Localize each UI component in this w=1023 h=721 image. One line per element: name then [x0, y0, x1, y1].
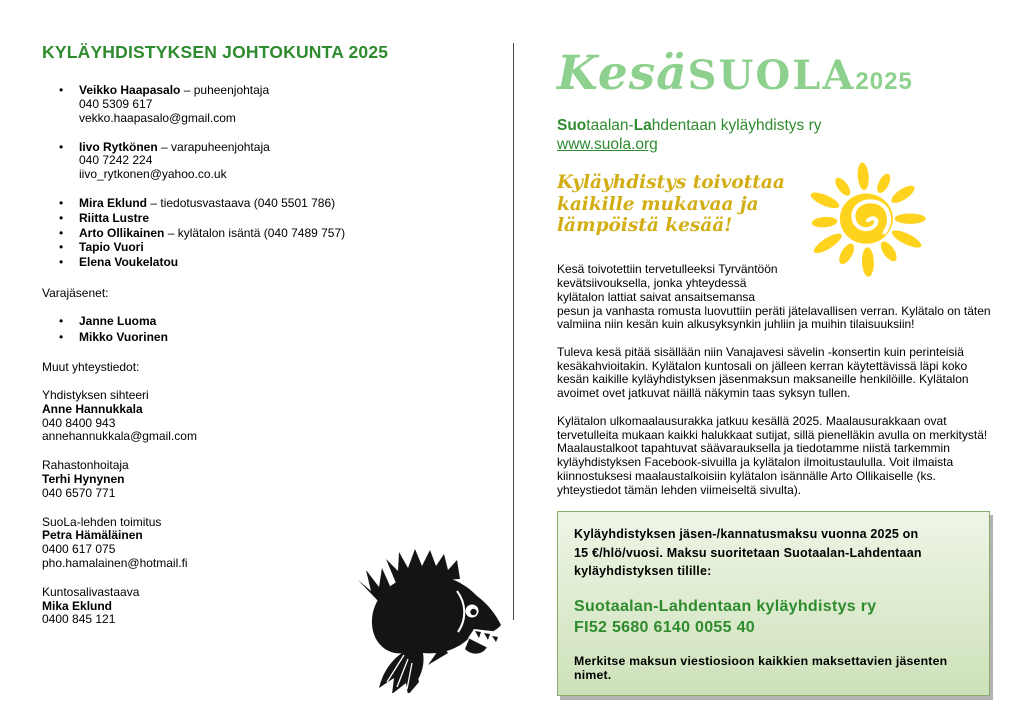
member-name: Iivo Rytkönen: [79, 139, 158, 154]
greeting-section: [557, 172, 995, 332]
website-link[interactable]: www.suola.org: [557, 135, 658, 153]
member-name: Tapio Vuori: [79, 240, 144, 255]
member-role: – kylätalon isäntä (040 7489 757): [164, 225, 346, 240]
payment-intro: Kyläyhdistyksen jäsen-/kannatusmaksu vuonna 2025 on 15 €/hlö/vuosi. Maksu suoritetaan Suotaalan-Lahdentaan kyläyhdistyksen tilille:: [574, 527, 922, 579]
masthead-year: 2025: [855, 68, 913, 95]
payment-info-box: [557, 511, 990, 696]
board-member: [42, 197, 507, 211]
association-name: Suotaalan-Lahdentaan kyläyhdistys ry: [557, 117, 822, 134]
member-name: Riitta Lustre: [79, 210, 150, 225]
deputy-member: • Mikko Vuorinen: [42, 331, 507, 345]
contact-name: Mika Eklund: [42, 598, 113, 613]
masthead: [557, 46, 995, 101]
contact-phone: 0400 845 121: [42, 612, 116, 627]
newsletter-paragraph: Tuleva kesä pitää sisällään niin Vanajavesi sävelin -konsertin kuin perinteisiä kesäkahvioitakin. Kylätalon kuntosali on jälleen kerran käytettävissä läpi koko kesän kaikille kyläyhdistyksen jäsenmaksun maksaneille henkilöille. Kylätalon avoimet ovet jatkuvat näillä näkymin taas syksyn tullen.: [557, 344, 969, 401]
board-member: [42, 256, 507, 270]
deputy-list: [42, 315, 507, 346]
member-role: – tiedotusvastaava (040 5501 786): [147, 195, 336, 210]
member-name: Elena Voukelatou: [79, 255, 179, 270]
masthead-script: Kesä: [557, 46, 688, 101]
member-email: iivo_rytkonen@yahoo.co.uk: [79, 167, 227, 182]
payment-account: [574, 596, 973, 638]
board-member: [42, 212, 507, 226]
member-name: Mira Eklund: [79, 195, 148, 210]
contact-email: annehannukkala@gmail.com: [42, 429, 197, 444]
payment-account-name: Suotaalan-Lahdentaan kyläyhdistys ry: [574, 597, 877, 615]
deputy-member: • Janne Luoma: [42, 315, 507, 329]
board-list: [42, 84, 507, 270]
board-member: [42, 141, 507, 182]
board-title: KYLÄYHDISTYKSEN JOHTOKUNTA 2025: [42, 42, 389, 62]
member-phone: 040 7242 224: [79, 153, 153, 168]
other-contacts-label: Muut yhteystiedot:: [42, 360, 140, 375]
contact-title: Yhdistyksen sihteeri: [42, 388, 149, 403]
contact-phone: 040 8400 943: [42, 415, 116, 430]
contact-title: Kuntosalivastaava: [42, 584, 140, 599]
contact-group: [42, 459, 507, 500]
contact-name: Petra Hämäläinen: [42, 528, 143, 543]
member-role: – varapuheenjohtaja: [157, 139, 270, 154]
board-member: [42, 84, 507, 125]
member-phone: 040 5309 617: [79, 96, 153, 111]
masthead-stencil: SUOLA: [687, 52, 856, 99]
contact-email: pho.hamalainen@hotmail.fi: [42, 556, 188, 571]
contact-phone: 040 6570 771: [42, 485, 116, 500]
sun-icon: [797, 158, 943, 288]
newsletter-paragraph: Kesä toivotettiin tervetulleeksi Tyrväntöön kevätsiivouksella, jonka yhteydessä kylätalon lattiat saivat ansaitsemansa pesun ja vanhasta romusta luovuttiin peräti jätelavallisen verran. Kylätalo on täten valmiina niin kesän kuin alkusyksynkin juhliin ja muihin tilaisuuksiin!: [557, 262, 991, 332]
payment-iban: FI52 5680 6140 0055 40: [574, 618, 755, 636]
contact-group: [42, 389, 507, 444]
member-name: Veikko Haapasalo: [79, 83, 181, 98]
deputies-label: Varajäsenet:: [42, 285, 109, 300]
contact-name: Anne Hannukkala: [42, 401, 143, 416]
member-email: vekko.haapasalo@gmail.com: [79, 110, 236, 125]
contact-phone: 0400 617 075: [42, 542, 116, 557]
contact-name: Terhi Hynynen: [42, 472, 125, 487]
contact-title: SuoLa-lehden toimitus: [42, 514, 162, 529]
column-divider-line: [513, 43, 514, 620]
payment-note: Merkitse maksun viestiosioon kaikkien maksettavien jäsenten nimet.: [574, 653, 948, 683]
newsletter-column: [557, 46, 995, 696]
member-role: – puheenjohtaja: [180, 83, 270, 98]
board-member: [42, 227, 507, 241]
fish-icon: [338, 545, 510, 693]
contact-title: Rahastonhoitaja: [42, 458, 129, 473]
newsletter-paragraph: Kylätalon ulkomaalausurakka jatkuu kesällä 2025. Maalausurakkaan ovat tervetulleita mukaan kaikki halukkaat sutijat, sillä pienelläkin avulla on merkitystä! Maalaustalkoot tapahtuvat säävarauksella ja tiedotamme niistä tarkemmin kyläyhdistyksen Facebook-sivuilla ja kylätalon ilmoitustaululla. Voit ilmaista kiinnostuksesi maalaustalkoisiin kylätalon isännälle Arto Ollikaiselle (ks. yhteystiedot tämän lehden viimeiseltä sivulta).: [557, 413, 988, 497]
greeting-text: Kyläyhdistys toivottaa kaikille mukavaa ja lämpöistä kesää!: [557, 172, 785, 237]
member-name: Arto Ollikainen: [79, 225, 165, 240]
board-member: [42, 241, 507, 255]
